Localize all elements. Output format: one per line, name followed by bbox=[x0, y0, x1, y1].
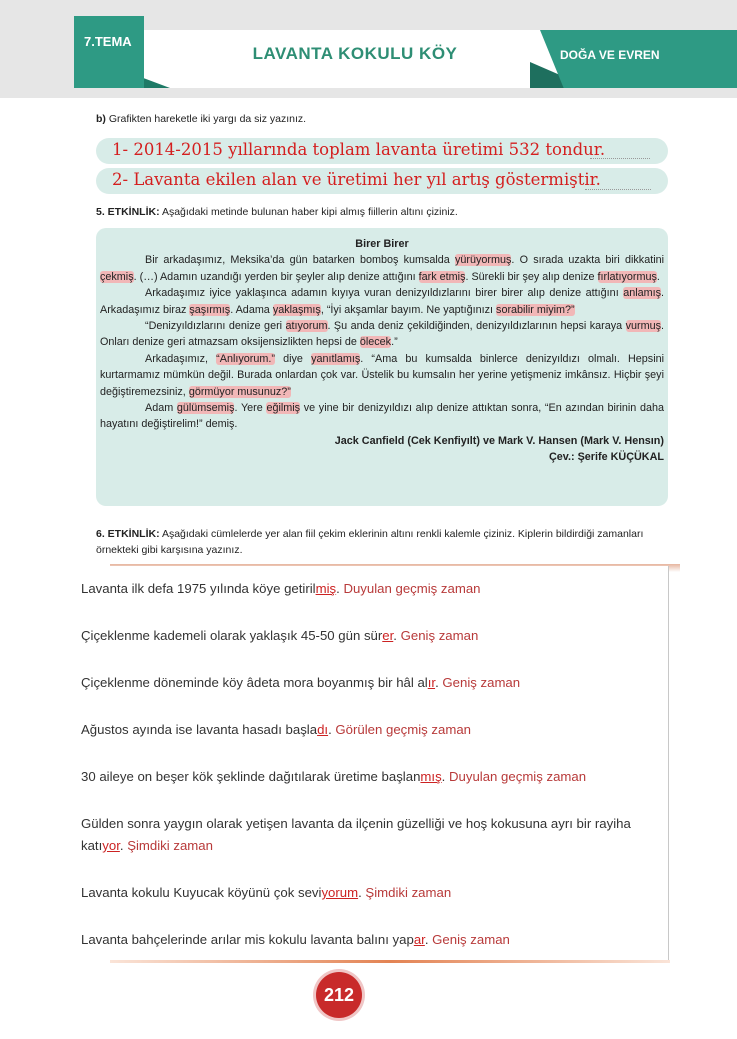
story-text bbox=[100, 236, 664, 466]
activity-6-label bbox=[96, 526, 668, 558]
story-paragraph-1: Bir arkadaşımız, Meksika’da gün batarken bomboş kumsalda yürüyormuş. O sırada uzakta biri dikkatini çekmiş. (…) Adamın uzandığı yerden bir şeyler alıp denize attığını fark etmiş. Sürekli bir şey alıp denize fırlatıyormuş. bbox=[100, 254, 665, 283]
activity-6-text: Aşağıdaki cümlelerde yer alan fiil çekim eklerinin altını renkli kalemle çiziniz. Kiplerin bildirdiği zamanları örnekteki gibi karşısına yazınız. bbox=[96, 528, 644, 556]
story-paragraph-2: Arkadaşımız iyice yaklaşınca adamın kıyıya vuran denizyıldızlarını birer birer alıp denize attığını anlamış. Arkadaşımız biraz şaşırmış. Adama yaklaşmış, “İyi akşamlar bayım. Ne yaptığınızı sorabilir miyim?” bbox=[100, 287, 664, 316]
answer-1-text: 1- 2014-2015 yıllarında toplam lavanta üretimi 532 tondur. bbox=[112, 140, 606, 159]
activity-5-text: Aşağıdaki metinde bulunan haber kipi almış fiillerin altını çiziniz. bbox=[161, 206, 458, 218]
sentence-row-8: Lavanta bahçelerinde arılar mis kokulu lavanta balını yapar. Geniş zaman bbox=[81, 932, 510, 947]
page-title: LAVANTA KOKULU KÖY bbox=[252, 44, 458, 63]
activity-6-number: 6. ETKİNLİK: bbox=[96, 528, 160, 540]
list-bottom-divider bbox=[110, 960, 670, 963]
page-header bbox=[0, 0, 737, 98]
question-b-text: Grafikten hareketle iki yargı da siz yazınız. bbox=[108, 113, 307, 125]
page-number: 212 bbox=[316, 972, 362, 1018]
sentence-row-3: Çiçeklenme döneminde köy âdeta mora boyanmış bir hâl alır. Geniş zaman bbox=[81, 675, 521, 690]
story-paragraph-5: Adam gülümsemiş. Yere eğilmiş ve yine bir denizyıldızı alıp denize attıktan sonra, “En azından birinin daha hayatını değiştirelim!” demiş. bbox=[100, 402, 664, 431]
question-b-letter: b) bbox=[96, 113, 106, 125]
story-translator: Çev.: Şerife KÜÇÜKAL bbox=[549, 451, 664, 464]
sentence-row-1: Lavanta ilk defa 1975 yılında köye getirilmiş. Duyulan geçmiş zaman bbox=[81, 581, 481, 596]
story-paragraph-3: “Denizyıldızlarını denize geri atıyorum. Şu anda deniz çekildiğinden, denizyıldızlarının hepsi karaya vurmuş. Onları denize geri atmazsam oksijensizlikten hepsi de ölecek.” bbox=[100, 320, 664, 349]
activity-5-label bbox=[96, 206, 458, 218]
story-author: Jack Canfield (Cek Kenfiyılt) ve Mark V. Hansen (Mark V. Hensın) bbox=[334, 434, 664, 447]
story-title: Birer Birer bbox=[355, 238, 409, 250]
sentence-row-7: Lavanta kokulu Kuyucak köyünü çok seviyorum. Şimdiki zaman bbox=[81, 885, 452, 900]
answer-2-text: 2- Lavanta ekilen alan ve üretimi her yıl artış göstermiştir. bbox=[112, 170, 601, 189]
sentence-row-2: Çiçeklenme kademeli olarak yaklaşık 45-50 gün sürer. Geniş zaman bbox=[81, 628, 479, 643]
section-label: DOĞA VE EVREN bbox=[560, 48, 660, 62]
story-paragraph-4: Arkadaşımız, “Anlıyorum.” diye yanıtlamış. “Ama bu kumsalda binlerce denizyıldızı olmalı. Hepsini kurtarmamız mümkün değil. Burada onlardan çok var. Üstelik bu kumsalın her yerine yetişmeniz imkânsız. Hiçbir şeyi değiştiremezsiniz, görmüyor musunuz?” bbox=[100, 352, 665, 398]
question-b-label bbox=[96, 113, 306, 125]
sentence-row-6: Gülden sonra yaygın olarak yetişen lavanta da ilçenin güzelliği ve hoş kokusuna ayrı bir rayiha katıyor. Şimdiki zaman bbox=[81, 816, 631, 853]
tema-ribbon bbox=[74, 16, 144, 88]
sentence-row-4: Ağustos ayında ise lavanta hasadı başladı. Görülen geçmiş zaman bbox=[81, 722, 472, 737]
sentence-row-5: 30 aileye on beşer kök şeklinde dağıtılarak üretime başlanmış. Duyulan geçmiş zaman bbox=[81, 769, 587, 784]
answer-2-dots bbox=[585, 189, 651, 190]
tema-label: 7.TEMA bbox=[84, 34, 132, 49]
activity-5-number: 5. ETKİNLİK: bbox=[96, 206, 160, 218]
